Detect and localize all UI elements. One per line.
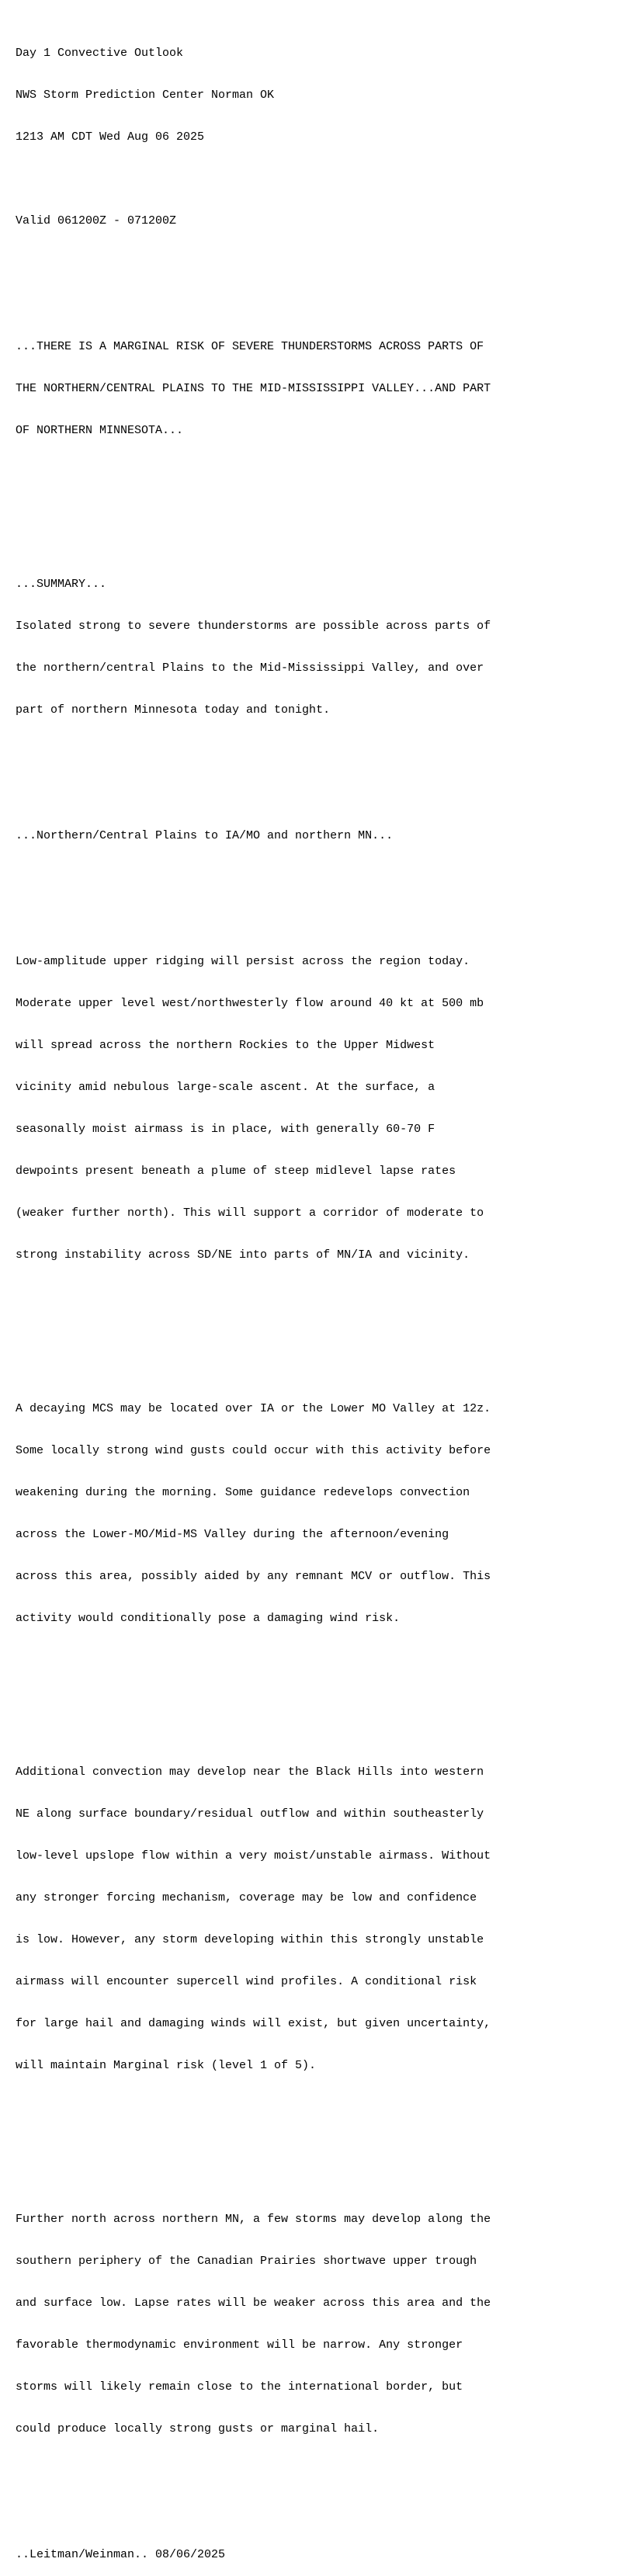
paragraph-line: (weaker further north). This will support a corridor of moderate to xyxy=(16,1206,484,1220)
outlook-title: Day 1 Convective Outlook xyxy=(16,47,184,60)
discussion-paragraph-4 xyxy=(16,2185,491,2464)
paragraph-line: activity would conditionally pose a damaging wind risk. xyxy=(16,1612,401,1625)
forecaster-signature: ..Leitman/Weinman.. 08/06/2025 xyxy=(16,2548,226,2561)
paragraph-line: and surface low. Lapse rates will be weaker across this area and the xyxy=(16,2297,491,2310)
paragraph-line: could produce locally strong gusts or marginal hail. xyxy=(16,2422,380,2435)
summary-line: the northern/central Plains to the Mid-Mississippi Valley, and over xyxy=(16,661,484,675)
paragraph-line: across the Lower-MO/Mid-MS Valley during the afternoon/evening xyxy=(16,1528,449,1541)
paragraph-line: vicinity amid nebulous large-scale ascent. At the surface, a xyxy=(16,1081,435,1094)
paragraph-line: dewpoints present beneath a plume of steep midlevel lapse rates xyxy=(16,1165,456,1178)
blank-line xyxy=(16,172,491,186)
paragraph-line: is low. However, any storm developing within this strongly unstable xyxy=(16,1933,484,1946)
paragraph-line: southern periphery of the Canadian Prairies shortwave upper trough xyxy=(16,2255,477,2268)
paragraph-line: any stronger forcing mechanism, coverage may be low and confidence xyxy=(16,1891,477,1904)
paragraph-line: will maintain Marginal risk (level 1 of 5). xyxy=(16,2059,317,2072)
blank-line xyxy=(16,2129,491,2143)
blank-line xyxy=(16,256,491,270)
paragraph-line: airmass will encounter supercell wind profiles. A conditional risk xyxy=(16,1975,477,1988)
region-heading: ...Northern/Central Plains to IA/MO and northern MN... xyxy=(16,829,394,842)
paragraph-line: A decaying MCS may be located over IA or the Lower MO Valley at 12z. xyxy=(16,1402,491,1415)
summary-section xyxy=(16,550,491,745)
paragraph-line: Some locally strong wind gusts could occur with this activity before xyxy=(16,1444,491,1457)
paragraph-line: strong instability across SD/NE into parts of MN/IA and vicinity. xyxy=(16,1248,470,1262)
issuing-office: NWS Storm Prediction Center Norman OK xyxy=(16,89,275,102)
paragraph-line: across this area, possibly aided by any remnant MCV or outflow. This xyxy=(16,1570,491,1583)
summary-line: Isolated strong to severe thunderstorms are possible across parts of xyxy=(16,620,491,633)
paragraph-line: Low-amplitude upper ridging will persist across the region today. xyxy=(16,955,470,968)
headline-line: ...THERE IS A MARGINAL RISK OF SEVERE THUNDERSTORMS ACROSS PARTS OF xyxy=(16,340,484,353)
paragraph-line: seasonally moist airmass is in place, with generally 60-70 F xyxy=(16,1123,435,1136)
discussion-paragraph-2 xyxy=(16,1374,491,1654)
paragraph-line: NE along surface boundary/residual outflow and within southeasterly xyxy=(16,1807,484,1821)
paragraph-line: Moderate upper level west/northwesterly flow around 40 kt at 500 mb xyxy=(16,997,484,1010)
convective-outlook-text xyxy=(16,19,491,2576)
blank-line xyxy=(16,2492,491,2506)
blank-line xyxy=(16,1318,491,1332)
paragraph-line: weakening during the morning. Some guidance redevelops convection xyxy=(16,1486,470,1499)
paragraph-line: for large hail and damaging winds will exist, but given uncertainty, xyxy=(16,2017,491,2030)
valid-period: Valid 061200Z - 071200Z xyxy=(16,214,177,227)
headline-line: OF NORTHERN MINNESOTA... xyxy=(16,424,184,437)
summary-heading: ...SUMMARY... xyxy=(16,578,107,591)
blank-line xyxy=(16,773,491,787)
summary-line: part of northern Minnesota today and tonight. xyxy=(16,703,331,717)
paragraph-line: favorable thermodynamic environment will be narrow. Any stronger xyxy=(16,2338,463,2352)
paragraph-line: Additional convection may develop near the Black Hills into western xyxy=(16,1765,484,1779)
discussion-paragraph-3 xyxy=(16,1738,491,2101)
risk-headline xyxy=(16,312,491,466)
discussion-paragraph-1 xyxy=(16,927,491,1290)
paragraph-line: storms will likely remain close to the international border, but xyxy=(16,2380,463,2394)
headline-line: THE NORTHERN/CENTRAL PLAINS TO THE MID-MISSISSIPPI VALLEY...AND PART xyxy=(16,382,491,395)
blank-line xyxy=(16,494,491,508)
paragraph-line: Further north across northern MN, a few storms may develop along the xyxy=(16,2213,491,2226)
paragraph-line: will spread across the northern Rockies to the Upper Midwest xyxy=(16,1039,435,1052)
blank-line xyxy=(16,1682,491,1696)
paragraph-line: low-level upslope flow within a very moist/unstable airmass. Without xyxy=(16,1849,491,1863)
blank-line xyxy=(16,871,491,885)
issue-time: 1213 AM CDT Wed Aug 06 2025 xyxy=(16,130,205,144)
